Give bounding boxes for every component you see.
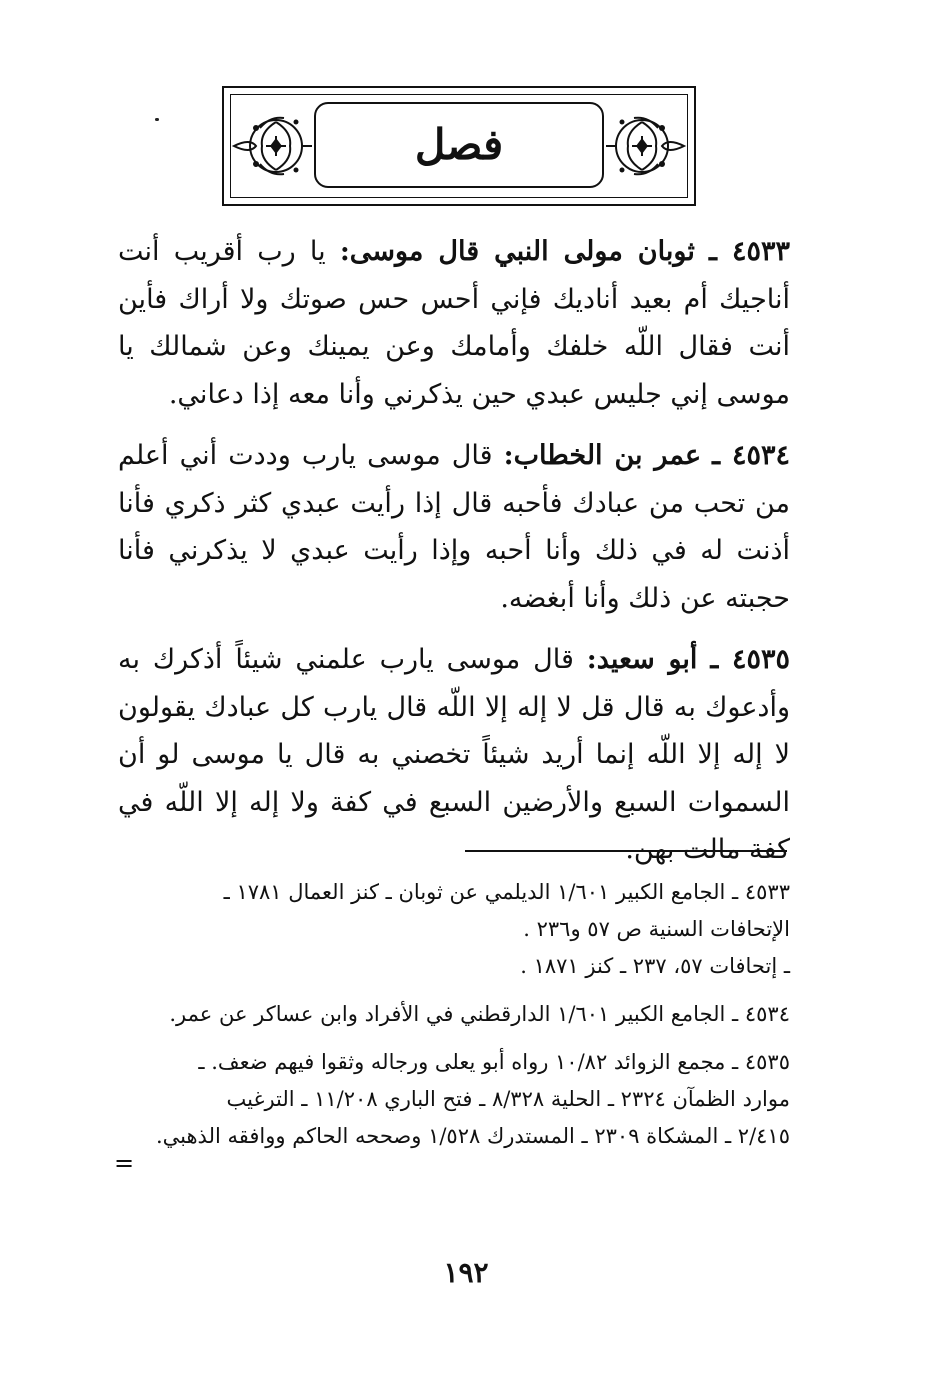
footnotes xyxy=(110,874,790,1166)
hadith-entry xyxy=(118,432,790,622)
footnote-line: ـ إتحافات ٥٧، ٢٣٧ ـ كنز ١٨٧١ . xyxy=(520,954,790,978)
entry-number: ٤٥٣٣ ـ xyxy=(709,236,790,267)
section-header-frame xyxy=(222,86,696,206)
footnote xyxy=(110,1044,790,1155)
footnote-line: ٤٥٣٥ ـ مجمع الزوائد ١٠/٨٢ رواه أبو يعلى ورجاله وثقوا فيهم ضعف. ـ xyxy=(198,1050,790,1074)
entry-source: عمر بن الخطاب: xyxy=(503,440,702,471)
entry-text: قال موسى يارب علمني شيئاً أذكرك به وأدعوك به قال قل لا إله إلا اللّه قال يارب كل عبادك يقولون لا إله إلا اللّه إنما أريد شيئاً تخصني به قال يا موسى لو أن السموات السبع والأرضين السبع في كفة ولا إله إلا اللّه في كفة مالت بهن. xyxy=(118,644,790,865)
section-title-box xyxy=(314,102,604,188)
footnote-line: موارد الظمآن ٢٣٢٤ ـ الحلية ٨/٣٢٨ ـ فتح الباري ١١/٢٠٨ ـ الترغيب xyxy=(226,1087,790,1111)
entry-text: قال موسى يارب وددت أني أعلم من تحب من عبادك فأحبه قال إذا رأيت عبدي كثر ذكري فأنا أذنت له في ذلك وأنا أحبه وإذا رأيت عبدي لا يذكرني فأنا حجبته عن ذلك وأنا أبغضه. xyxy=(118,440,790,614)
footnote xyxy=(110,996,790,1033)
entry-number: ٤٥٣٥ ـ xyxy=(710,644,790,675)
footnote xyxy=(110,874,790,985)
arabesque-ornament-icon xyxy=(604,108,688,184)
main-text xyxy=(118,228,790,888)
hadith-entry xyxy=(118,228,790,418)
continuation-mark: = xyxy=(114,1149,135,1177)
entry-text: يا رب أقريب أنت أناجيك أم بعيد أناديك فإني أحس حس صوتك ولا أراك فأين أنت فقال اللّه خلفك وأمامك وعن يمينك وعن شمالك يا موسى إني جليس عبدي حين يذكرني وأنا معه إذا دعاني. xyxy=(118,236,790,410)
footnote-line: ٢/٤١٥ ـ المشكاة ٢٣٠٩ ـ المستدرك ١/٥٢٨ وصححه الحاكم ووافقه الذهبي. xyxy=(155,1124,790,1148)
hadith-entry xyxy=(118,636,790,874)
footnote-line: ٤٥٣٤ ـ الجامع الكبير ١/٦٠١ الدارقطني في الأفراد وابن عساكر عن عمر. xyxy=(169,1002,790,1026)
page-number: ١٩٢ xyxy=(443,1256,489,1289)
footnote-line: الإتحافات السنية ص ٥٧ و٢٣٦ . xyxy=(523,917,790,941)
entry-source: أبو سعيد: xyxy=(586,644,698,675)
footnote-line: ٤٥٣٣ ـ الجامع الكبير ١/٦٠١ الديلمي عن ثوبان ـ كنز العمال ١٧٨١ ـ xyxy=(223,880,790,904)
entry-number: ٤٥٣٤ ـ xyxy=(712,440,791,471)
stray-dot xyxy=(155,118,159,121)
arabesque-ornament-icon xyxy=(230,108,314,184)
entry-source: ثوبان مولى النبي قال موسى: xyxy=(339,236,695,267)
section-title: فصل xyxy=(414,120,504,169)
footnote-divider xyxy=(465,850,787,852)
